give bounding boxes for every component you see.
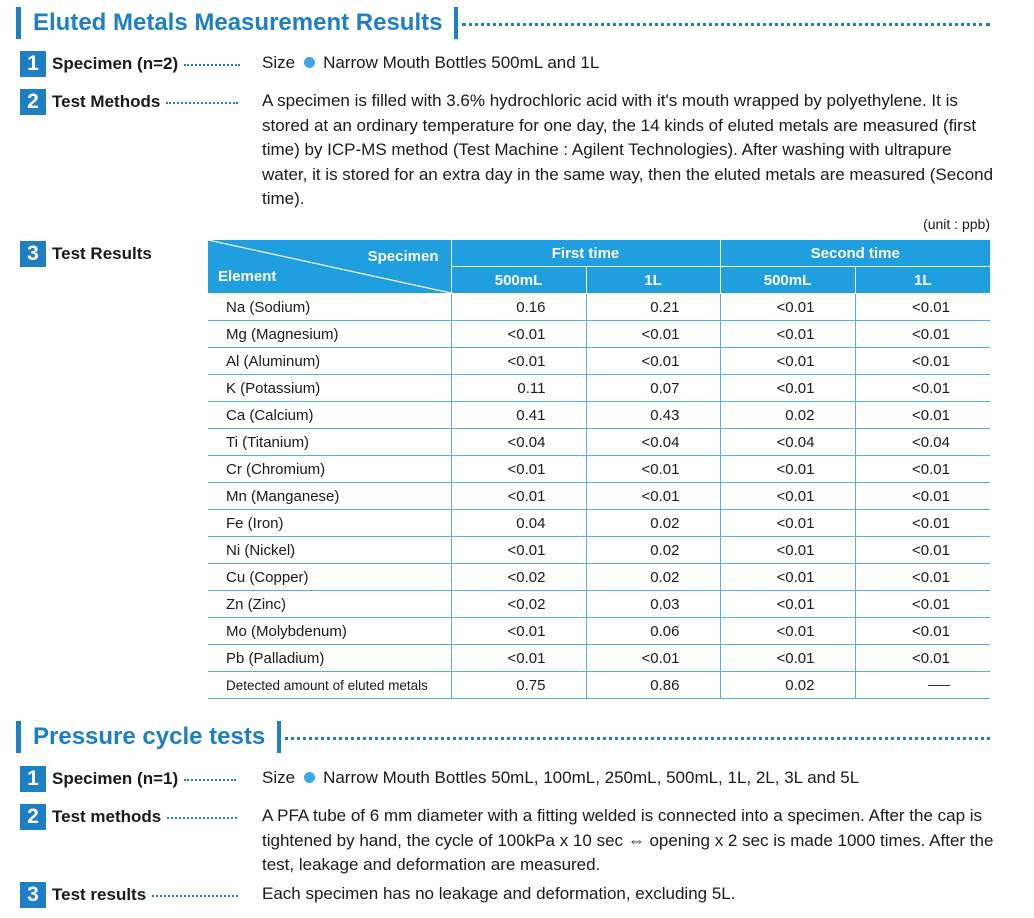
item-description: A PFA tube of 6 mm diameter with a fitting welded is connected into a specimen. After the cap is tightened by hand, the cycle of 100kPa x 10 sec ⇔ opening x 2 sec is made 1000 times. After the test, leakage and deformation are measured. — [262, 806, 994, 874]
value-cell-empty — [855, 672, 990, 699]
value-cell: <0.01 — [451, 321, 586, 348]
value-cell: <0.01 — [855, 645, 990, 672]
value-cell: <0.01 — [586, 321, 720, 348]
value-cell: 0.16 — [451, 294, 586, 321]
item-description: A specimen is filled with 3.6% hydrochloric acid with it's mouth wrapped by polyethylene. It is stored at an ordinary temperature for one day, the 14 kinds of eluted metals are measured (first time) by ICP-MS method (Test Machine : Agilent Technologies). After washing with ultrapure water, it is stored for an extra day in the same way, then the eluted metals are measured (Second time). — [262, 91, 994, 208]
value-cell: 0.02 — [720, 672, 855, 699]
value-cell: 0.02 — [720, 402, 855, 429]
section-title: Eluted Metals Measurement Results — [33, 9, 443, 36]
value-cell: 0.75 — [451, 672, 586, 699]
value-cell: <0.01 — [586, 483, 720, 510]
value-cell: <0.02 — [451, 591, 586, 618]
value-cell: 0.02 — [586, 510, 720, 537]
header-divider-bar — [454, 7, 458, 39]
value-cell: 0.21 — [586, 294, 720, 321]
value-cell: <0.01 — [720, 375, 855, 402]
section-header-pressure-cycle — [16, 719, 990, 755]
value-cell: <0.04 — [586, 429, 720, 456]
value-cell: 0.04 — [451, 510, 586, 537]
item-number-badge: 3 — [20, 241, 46, 267]
unit-label: (unit : ppb) — [923, 216, 990, 232]
item-label: Specimen (n=2) — [52, 54, 179, 73]
table-row-total — [208, 672, 990, 699]
table-row — [208, 645, 990, 672]
value-cell: 0.86 — [586, 672, 720, 699]
dotted-leader — [166, 102, 238, 104]
value-cell: <0.04 — [855, 429, 990, 456]
element-cell: Detected amount of eluted metals — [208, 672, 451, 699]
value-cell: <0.01 — [855, 348, 990, 375]
value-cell: <0.01 — [855, 483, 990, 510]
value-cell: 0.06 — [586, 618, 720, 645]
item-label: Test Methods — [52, 92, 161, 111]
value-cell: <0.01 — [586, 645, 720, 672]
value-cell: <0.01 — [855, 591, 990, 618]
value-cell: 0.41 — [451, 402, 586, 429]
table-row — [208, 429, 990, 456]
table-row — [208, 321, 990, 348]
element-cell: Ca (Calcium) — [208, 402, 451, 429]
value-cell: <0.04 — [451, 429, 586, 456]
item-test-results — [20, 241, 152, 267]
subheader-500ml: 500mL — [720, 267, 855, 294]
value-cell: <0.01 — [855, 375, 990, 402]
value-cell: <0.01 — [855, 321, 990, 348]
table-row — [208, 510, 990, 537]
item-number-badge: 2 — [20, 89, 46, 115]
value-cell: <0.01 — [720, 537, 855, 564]
section-header-eluted-metals — [16, 5, 990, 41]
size-prefix: Size — [262, 768, 296, 787]
item-label: Specimen (n=1) — [52, 769, 179, 788]
value-cell: 0.03 — [586, 591, 720, 618]
subheader-1l: 1L — [586, 267, 720, 294]
element-cell: Mo (Molybdenum) — [208, 618, 451, 645]
subheader-500ml: 500mL — [451, 267, 586, 294]
header-specimen: Specimen — [367, 248, 439, 265]
item-number-badge: 3 — [20, 882, 46, 908]
element-cell: Mn (Manganese) — [208, 483, 451, 510]
value-cell: <0.01 — [720, 321, 855, 348]
value-cell: <0.01 — [451, 537, 586, 564]
value-cell: <0.01 — [855, 456, 990, 483]
element-cell: Ti (Titanium) — [208, 429, 451, 456]
value-cell: <0.01 — [720, 591, 855, 618]
value-cell: <0.01 — [451, 456, 586, 483]
element-cell: Na (Sodium) — [208, 294, 451, 321]
dotted-leader — [152, 895, 238, 897]
value-cell: <0.01 — [451, 483, 586, 510]
bullet-dot-icon — [304, 772, 315, 783]
dotted-leader — [184, 779, 236, 781]
item-description — [262, 51, 599, 76]
item-number-badge: 1 — [20, 766, 46, 792]
value-cell: <0.01 — [451, 348, 586, 375]
value-cell: <0.01 — [855, 564, 990, 591]
table-row — [208, 402, 990, 429]
element-cell: K (Potassium) — [208, 375, 451, 402]
size-prefix: Size — [262, 53, 296, 72]
dotted-leader — [184, 64, 240, 66]
value-cell: <0.01 — [720, 645, 855, 672]
value-cell: <0.01 — [855, 402, 990, 429]
value-cell: <0.01 — [720, 294, 855, 321]
element-cell: Fe (Iron) — [208, 510, 451, 537]
value-cell: <0.01 — [855, 510, 990, 537]
value-cell: 0.02 — [586, 537, 720, 564]
item-description: Each specimen has no leakage and deformation, excluding 5L. — [262, 884, 736, 903]
value-cell: <0.04 — [720, 429, 855, 456]
element-cell: Al (Aluminum) — [208, 348, 451, 375]
value-cell: <0.01 — [451, 645, 586, 672]
size-text: Narrow Mouth Bottles 50mL, 100mL, 250mL, 500mL, 1L, 2L, 3L and 5L — [323, 768, 860, 787]
item-label: Test Results — [52, 244, 152, 263]
header-dotted-rule — [462, 23, 990, 26]
value-cell: <0.01 — [720, 618, 855, 645]
table-row — [208, 456, 990, 483]
value-cell: <0.01 — [855, 294, 990, 321]
header-element: Element — [218, 268, 277, 285]
diagonal-header-cell — [208, 240, 451, 294]
element-cell: Mg (Magnesium) — [208, 321, 451, 348]
dash-mark — [928, 685, 950, 686]
value-cell: <0.01 — [855, 618, 990, 645]
value-cell: <0.01 — [855, 537, 990, 564]
item-label: Test methods — [52, 807, 162, 826]
value-cell: <0.01 — [586, 348, 720, 375]
value-cell: <0.01 — [451, 618, 586, 645]
header-dotted-rule — [285, 737, 990, 740]
value-cell: <0.01 — [720, 564, 855, 591]
value-cell: <0.01 — [586, 456, 720, 483]
item-description — [262, 766, 859, 791]
element-cell: Zn (Zinc) — [208, 591, 451, 618]
value-cell: 0.43 — [586, 402, 720, 429]
dotted-leader — [167, 817, 237, 819]
table-row — [208, 591, 990, 618]
value-cell: 0.11 — [451, 375, 586, 402]
item-test-methods — [20, 89, 246, 115]
table-header-row — [208, 240, 990, 267]
header-accent-bar — [16, 7, 21, 39]
table-row — [208, 537, 990, 564]
table-row — [208, 618, 990, 645]
header-first-time: First time — [451, 240, 720, 267]
item-test-results — [20, 882, 246, 908]
header-second-time: Second time — [720, 240, 990, 267]
element-cell: Ni (Nickel) — [208, 537, 451, 564]
value-cell: <0.01 — [720, 456, 855, 483]
item-test-methods — [20, 804, 245, 830]
value-cell: <0.01 — [720, 483, 855, 510]
element-cell: Pb (Palladium) — [208, 645, 451, 672]
item-specimen — [20, 51, 248, 77]
value-cell: 0.07 — [586, 375, 720, 402]
subheader-1l: 1L — [855, 267, 990, 294]
header-accent-bar — [16, 721, 21, 753]
element-cell: Cr (Chromium) — [208, 456, 451, 483]
table-row — [208, 348, 990, 375]
table-row — [208, 375, 990, 402]
bullet-dot-icon — [304, 57, 315, 68]
results-table — [208, 240, 990, 699]
item-label: Test results — [52, 885, 147, 904]
item-specimen — [20, 766, 244, 792]
item-number-badge: 2 — [20, 804, 46, 830]
value-cell: 0.02 — [586, 564, 720, 591]
table-row — [208, 564, 990, 591]
section-title: Pressure cycle tests — [33, 723, 266, 750]
size-text: Narrow Mouth Bottles 500mL and 1L — [323, 53, 600, 72]
header-divider-bar — [277, 721, 281, 753]
value-cell: <0.01 — [720, 510, 855, 537]
table-row — [208, 483, 990, 510]
table-row — [208, 294, 990, 321]
value-cell: <0.01 — [720, 348, 855, 375]
element-cell: Cu (Copper) — [208, 564, 451, 591]
value-cell: <0.02 — [451, 564, 586, 591]
item-number-badge: 1 — [20, 51, 46, 77]
